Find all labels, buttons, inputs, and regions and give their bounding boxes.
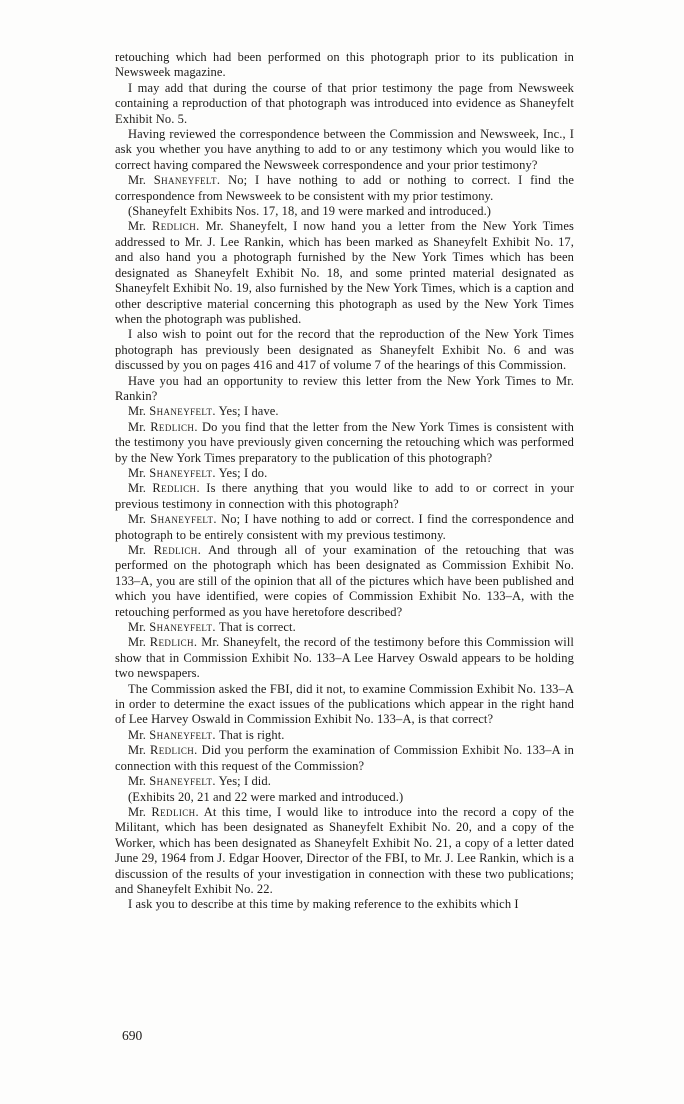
text-segment: Do you find that the letter from the New York Times is consistent with the testimony you have previously given concerning the retouching which was performed by the New York Times preparatory to the publication of this photograph? <box>115 419 574 465</box>
text-segment: Mr. <box>128 419 151 434</box>
paragraph <box>115 420 574 466</box>
speaker-name: Shaneyfelt. <box>150 512 217 527</box>
paragraph <box>115 790 574 805</box>
paragraph <box>115 81 574 127</box>
speaker-name: Redlich. <box>150 419 198 434</box>
paragraph <box>115 682 574 728</box>
speaker-name: Redlich. <box>151 219 200 234</box>
speaker-name: Shaneyfelt. <box>149 465 216 480</box>
text-segment: (Shaneyfelt Exhibits Nos. 17, 18, and 19 were marked and introduced.) <box>128 204 492 219</box>
paragraph <box>115 620 574 635</box>
text-segment: I ask you to describe at this time by making reference to the exhibits which I <box>128 897 519 912</box>
speaker-name: Redlich. <box>153 543 202 557</box>
text-segment: Yes; I do. <box>215 465 268 480</box>
text-segment: Mr. <box>128 173 154 188</box>
text-segment: I also wish to point out for the record that the reproduction of the New York Times photograph has previously been designated as Shaneyfelt Exhibit No. 6 and was discussed by you on pages 416 and 417 of volume 7 of the hearings of this Commission. <box>115 327 574 373</box>
text-segment: At this time, I would like to introduce into the record a copy of the Militant, which has been designated as Shaneyfelt Exhibit No. 20, and a copy of the Worker, which has been designated as Shaneyfelt Exhibit No. 21, a copy of a letter dated June 29, 1964 from J. Edgar Hoover, Director of the FBI, to Mr. J. Lee Rankin, which is a discussion of the results of your investigation in connection with these two publications; and Shaneyfelt Exhibit No. 22. <box>115 804 574 896</box>
paragraph <box>115 481 574 512</box>
text-segment: Mr. Shaneyfelt, I now hand you a letter from the New York Times addressed to Mr. J. Lee Rankin, which has been marked as Shaneyfelt Exhibit No. 17, and also hand you a photograph furnished by the New York Times which has been designated as Shaneyfelt Exhibit No. 18, and some printed material designated as Shaneyfelt Exhibit No. 19, also furnished by the New York Times, which is a caption and other descriptive material concerning this photograph as used by the New York Times when the photograph was published. <box>115 219 574 326</box>
paragraph <box>115 512 574 543</box>
paragraph <box>115 743 574 774</box>
paragraph <box>115 374 574 405</box>
paragraph <box>115 774 574 789</box>
text-segment: And through all of your examination of the retouching that was performed on the photograph which has been designated as Commission Exhibit No. 133–A, you are still of the opinion that all of the pictures which have been published and which you have identified, were copies of Commission Exhibit No. 133–A, with the retouching performed as you have heretofore described? <box>115 543 574 619</box>
paragraph <box>115 50 574 81</box>
paragraph <box>115 635 574 681</box>
text-segment: Having reviewed the correspondence between the Commission and Newsweek, Inc., I ask you whether you have anything to add to or any testimony which you would like to correct having compared the Newsweek correspondence and your prior testimony? <box>115 127 574 172</box>
text-segment: Yes; I have. <box>215 404 279 419</box>
text-segment: Mr. <box>128 804 152 819</box>
paragraph <box>115 127 574 173</box>
text-segment: Mr. <box>128 543 154 557</box>
speaker-name: Shaneyfelt. <box>153 173 221 188</box>
text-segment: No; I have nothing to add or nothing to correct. I find the correspondence from Newsweek to be consistent with my prior testimony. <box>115 173 574 203</box>
text-segment: (Exhibits 20, 21 and 22 were marked and introduced.) <box>128 789 404 804</box>
speaker-name: Shaneyfelt. <box>149 404 216 419</box>
speaker-name: Redlich. <box>150 743 198 758</box>
text-segment: That is correct. <box>215 620 296 635</box>
text-segment: Have you had an opportunity to review this letter from the New York Times to Mr. Rankin? <box>115 373 574 403</box>
text-segment: Mr. <box>128 743 151 758</box>
text-segment: Mr. <box>128 727 150 742</box>
paragraph <box>115 466 574 481</box>
paragraph <box>115 204 574 219</box>
text-segment: Mr. <box>128 635 150 650</box>
text-segment: Mr. <box>128 481 153 496</box>
paragraph <box>115 404 574 419</box>
text-segment: Mr. <box>128 774 150 789</box>
paragraph <box>115 327 574 373</box>
speaker-name: Redlich. <box>151 804 200 819</box>
paragraph <box>115 543 574 620</box>
text-segment: Mr. <box>128 219 152 234</box>
text-segment: That is right. <box>215 727 285 742</box>
text-segment: Mr. <box>128 465 150 480</box>
text-segment: Mr. Shaneyfelt, the record of the testimony before this Commission will show that in Commission Exhibit No. 133–A Lee Harvey Oswald appears to be holding two newspapers. <box>115 635 574 681</box>
speaker-name: Redlich. <box>152 481 200 496</box>
text-segment: I may add that during the course of that prior testimony the page from Newsweek containing a reproduction of that photograph was introduced into evidence as Shaneyfelt Exhibit No. 5. <box>115 80 574 126</box>
testimony-text <box>115 50 574 913</box>
text-segment: Mr. <box>128 404 150 419</box>
speaker-name: Redlich. <box>149 635 198 650</box>
paragraph <box>115 897 574 912</box>
text-segment: Is there anything that you would like to add to or correct in your previous testimony in connection with this photograph? <box>115 481 574 511</box>
speaker-name: Shaneyfelt. <box>149 774 216 789</box>
text-segment: Yes; I did. <box>215 774 271 789</box>
paragraph <box>115 219 574 327</box>
speaker-name: Shaneyfelt. <box>149 620 216 635</box>
page-number: 690 <box>122 1028 143 1043</box>
text-segment: Mr. <box>128 620 150 635</box>
paragraph <box>115 805 574 897</box>
speaker-name: Shaneyfelt. <box>149 727 216 742</box>
text-segment: Did you perform the examination of Commission Exhibit No. 133–A in connection with this request of the Commission? <box>115 743 574 773</box>
text-segment: Mr. <box>128 512 151 527</box>
text-segment: The Commission asked the FBI, did it not, to examine Commission Exhibit No. 133–A in order to determine the exact issues of the publications which appear in the right hand of Lee Harvey Oswald in Commission Exhibit No. 133–A, is that correct? <box>115 681 574 727</box>
text-segment: retouching which had been performed on this photograph prior to its publication in Newsweek magazine. <box>115 50 574 80</box>
paragraph <box>115 173 574 204</box>
text-segment: No; I have nothing to add or correct. I find the correspondence and photograph to be entirely consistent with my previous testimony. <box>115 512 574 542</box>
paragraph <box>115 728 574 743</box>
